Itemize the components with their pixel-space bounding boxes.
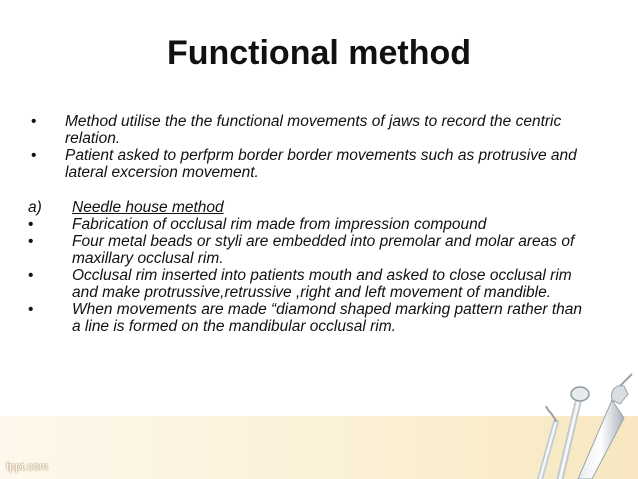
subsection-item xyxy=(28,233,588,267)
bullet-item xyxy=(28,147,588,181)
bullet-marker: • xyxy=(31,147,37,164)
bullet-marker: • xyxy=(28,216,34,233)
slide-body xyxy=(28,113,588,335)
dental-instruments-icon xyxy=(520,360,638,479)
subsection-marker: a) xyxy=(28,199,42,216)
subsection-heading-item xyxy=(28,199,588,216)
brand-text: fppt.com xyxy=(6,461,49,473)
subsection-item xyxy=(28,267,588,301)
subsection-item xyxy=(28,301,588,335)
subsection-item xyxy=(28,216,588,233)
subsection-item-text: When movements are made “diamond shaped marking pattern rather than a line is formed on the mandibular occlusal rim. xyxy=(72,301,583,335)
bullet-text: Patient asked to perfprm border border movements such as protrusive and lateral excersion movement. xyxy=(65,147,577,181)
bullet-marker: • xyxy=(28,233,34,250)
bullet-marker: • xyxy=(28,267,34,284)
slide-title: Functional method xyxy=(166,34,472,72)
subsection-heading: Needle house method xyxy=(72,199,224,216)
bullet-marker: • xyxy=(28,301,34,318)
bullet-text: Method utilise the the functional movements of jaws to record the centric relation. xyxy=(65,113,562,147)
subsection-item-text: Occlusal rim inserted into patients mouth and asked to close occlusal rim and make protrussive,retrussive ,right and left movement of mandible. xyxy=(72,267,572,301)
bullet-marker: • xyxy=(31,113,37,130)
bullet-item xyxy=(28,113,588,147)
subsection-item-text: Four metal beads or styli are embedded into premolar and molar areas of maxillary occlusal rim. xyxy=(72,233,575,267)
subsection-item-text: Fabrication of occlusal rim made from impression compound xyxy=(72,216,487,233)
